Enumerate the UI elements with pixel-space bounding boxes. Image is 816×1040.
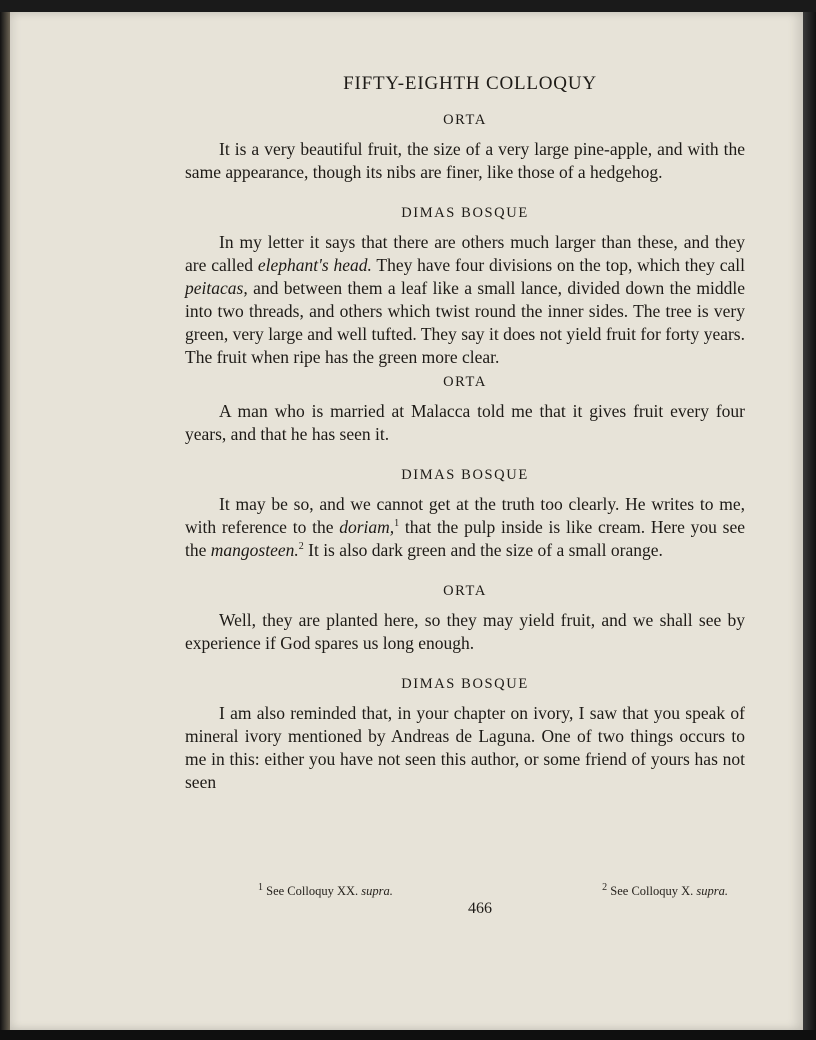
running-title: FIFTY-EIGHTH COLLOQUY — [343, 73, 597, 94]
italic-term: mangosteen. — [210, 540, 299, 560]
dialogue-paragraph: In my letter it says that there are others much larger than these, and they are called elephant's head. They have four divisions on the top, which they call peitacas, and between them a leaf like a small lance, divided down the middle into two threads, and others which twist round the inner sides. The tree is very green, very large and well tufted. They say it does not yield fruit for forty years. The fruit when ripe has the green more clear. — [185, 232, 745, 367]
speaker-heading: ORTA — [443, 374, 487, 390]
italic-term: doriam, — [339, 517, 395, 537]
italic-term: elephant's head. — [257, 255, 372, 275]
dialogue-paragraph: It may be so, and we cannot get at the truth too clearly. He writes to me, with reference to the doriam,$^1$ that the pulp inside is like cream. Here you see the mangosteen.$^2$ It is also dark green and the size of a small orange. — [185, 494, 745, 560]
page-edge-bottom — [0, 1030, 816, 1040]
footnote-ref: 1 — [394, 518, 400, 530]
speaker-heading: ORTA — [443, 583, 487, 599]
speaker-heading: DIMAS BOSQUE — [401, 676, 529, 692]
page-edge-right — [803, 12, 816, 1030]
speaker-heading: ORTA — [443, 112, 487, 128]
footnote-ref: 2 — [298, 541, 304, 553]
dialogue-paragraph: Well, they are planted here, so they may yield fruit, and we shall see by experience if God spares us long enough. — [185, 610, 745, 653]
page-body — [185, 72, 745, 794]
footnotes — [258, 881, 728, 899]
page-number: 466 — [468, 900, 492, 917]
speaker-heading: DIMAS BOSQUE — [401, 205, 529, 221]
footnote: $^2$ See Colloquy X. supra. — [602, 881, 728, 898]
dialogue-paragraph: It is a very beautiful fruit, the size of a very large pine-apple, and with the same appearance, though its nibs are finer, like those of a hedgehog. — [185, 139, 745, 182]
dialogue-paragraph: A man who is married at Malacca told me that it gives fruit every four years, and that he has seen it. — [185, 401, 745, 444]
italic-term: peitacas, — [185, 278, 248, 298]
book-gutter — [0, 12, 10, 1030]
dialogue-paragraph: I am also reminded that, in your chapter on ivory, I saw that you speak of mineral ivory mentioned by Andreas de Laguna. One of two things occurs to me in this: either you have not seen this author, or some friend of yours has not seen — [185, 703, 745, 792]
footnote: $^1$ See Colloquy XX. supra. — [258, 881, 393, 898]
speaker-heading: DIMAS BOSQUE — [401, 467, 529, 483]
